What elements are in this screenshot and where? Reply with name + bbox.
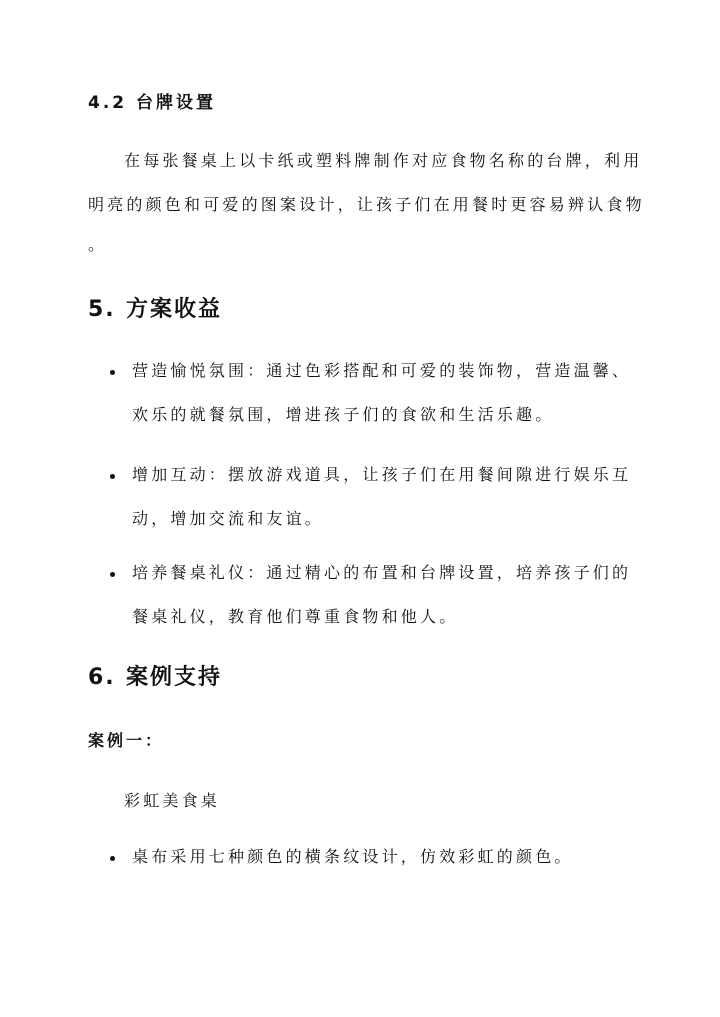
bullet-line: 桌布采用七种颜色的横条纹设计，仿效彩虹的颜色。 <box>132 847 574 866</box>
section-number: 6. <box>88 665 116 690</box>
section-number: 5. <box>88 297 116 322</box>
bullet-line: 餐桌礼仪，教育他们尊重食物和他人。 <box>132 607 459 626</box>
bullet-line: 培养餐桌礼仪：通过精心的布置和台牌设置，培养孩子们的 <box>132 563 632 582</box>
bullet-line: 动，增加交流和友谊。 <box>132 509 325 528</box>
bullet-line: 增加互动：摆放游戏道具，让孩子们在用餐间隙进行娱乐互 <box>132 465 632 484</box>
bullet-dot-icon <box>110 474 115 479</box>
paragraph-line: 。 <box>88 235 108 254</box>
section-title: 方案收益 <box>126 297 223 322</box>
case-name: 彩虹美食桌 <box>124 791 221 810</box>
paragraph-line: 明亮的颜色和可爱的图案设计，让孩子们在用餐时更容易辨认食物 <box>88 195 645 214</box>
paragraph-line: 在每张餐桌上以卡纸或塑料牌制作对应食物名称的台牌，利用 <box>124 151 643 170</box>
bullet-line: 欢乐的就餐氛围，增进孩子们的食欲和生活乐趣。 <box>132 405 555 424</box>
section-heading-6 <box>88 660 222 691</box>
section-title: 案例支持 <box>126 665 223 690</box>
bullet-dot-icon <box>110 856 115 861</box>
section-heading-4-2: 4.2 台牌设置 <box>88 93 217 113</box>
case-label: 案例一： <box>88 731 165 750</box>
bullet-dot-icon <box>110 370 115 375</box>
bullet-line: 营造愉悦氛围：通过色彩搭配和可爱的装饰物，营造温馨、 <box>132 361 632 380</box>
section-heading-5 <box>88 292 222 323</box>
bullet-dot-icon <box>110 572 115 577</box>
